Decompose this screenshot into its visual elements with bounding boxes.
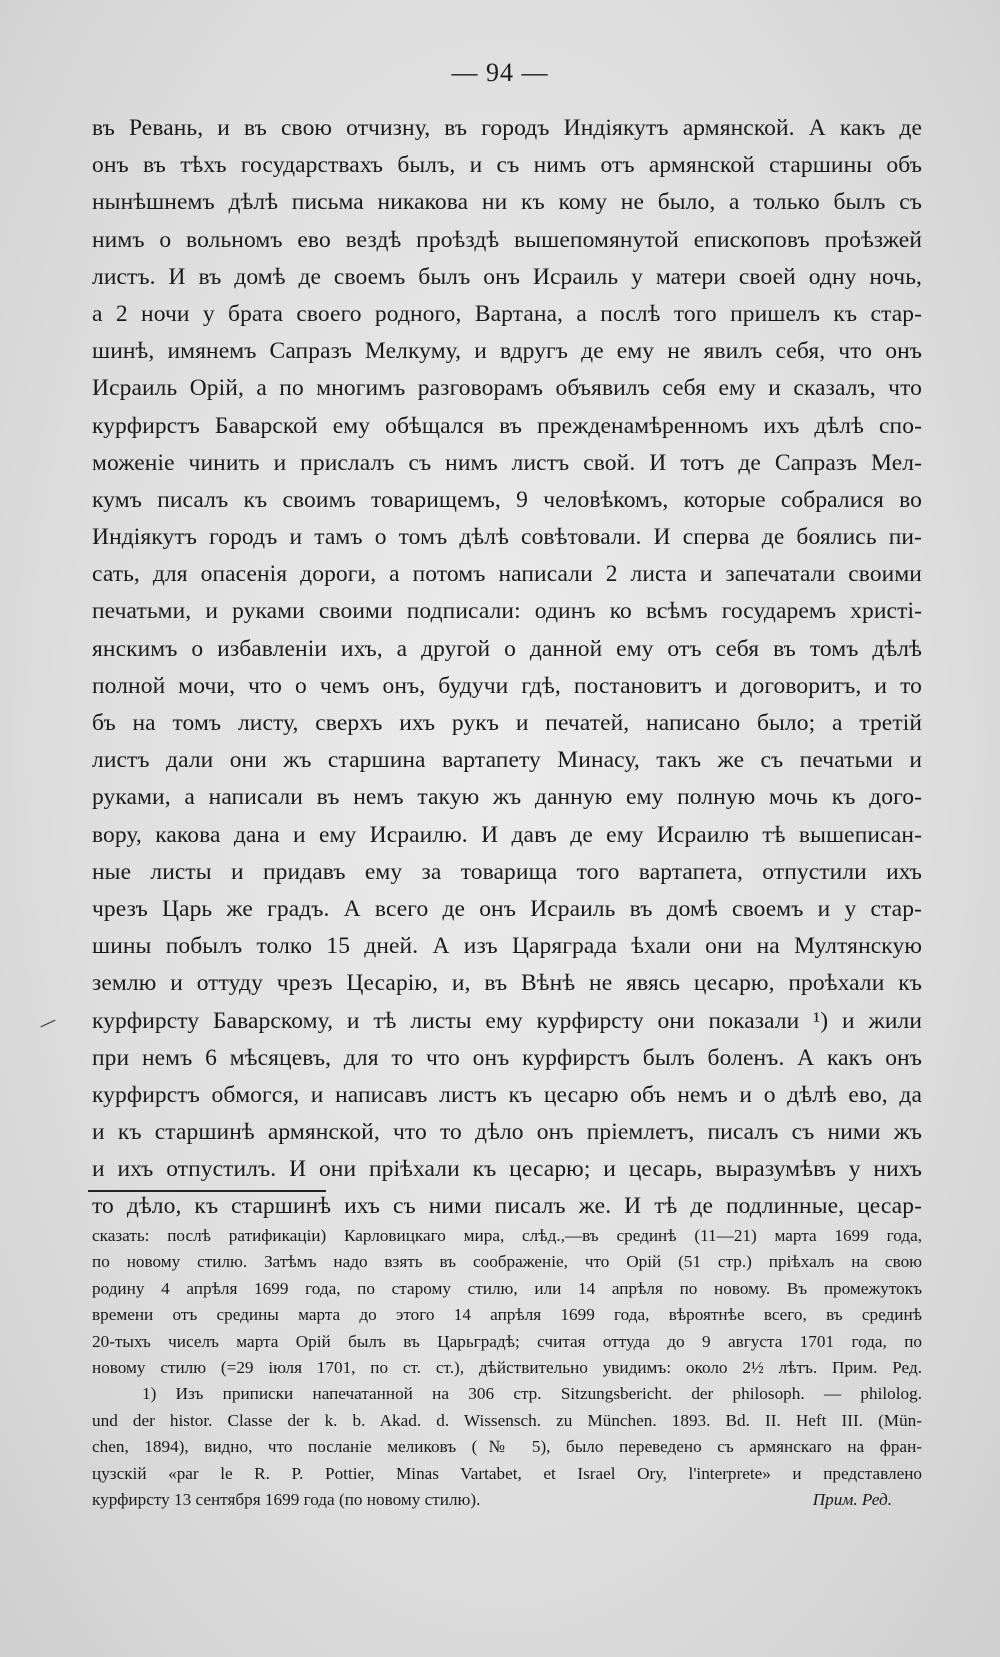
text-line: нынѣшнемъ дѣлѣ письма никакова ни къ кому не было, а только былъ съ [92, 189, 922, 216]
text-line: листъ дали они жъ старшина вартапету Минасу, такъ же съ печатьми и [92, 747, 922, 774]
text-line: курфирстъ обмогся, и написавъ листъ къ цесарю объ немъ и о дѣлѣ ево, да [92, 1081, 922, 1108]
footnote-line [92, 1276, 922, 1302]
footnote-line-text: und der histor. Classe der k. b. Akad. d. Wissensch. zu München. 1893. Bd. II. Heft III. (Mün- [92, 1410, 922, 1430]
footnote-line [92, 1329, 922, 1355]
text-line: моженіе чинить и прислалъ съ нимъ листъ свой. И тотъ де Сапразъ Мел- [92, 449, 922, 476]
footnote-separator [88, 1190, 326, 1192]
margin-pencil-mark [41, 1020, 56, 1028]
text-line: нимъ о вольномъ ево вездѣ проѣздѣ вышепомянутой епископовъ проѣзжей [92, 226, 922, 253]
text-line: сать, для опасенія дороги, а потомъ написали 2 листа и запечатали своими [92, 561, 922, 588]
footnote-line [92, 1461, 922, 1487]
text-line: кумъ писалъ къ своимъ товарищемъ, 9 человѣкомъ, которые собралися во [92, 486, 922, 513]
text-line: землю и оттуду чрезъ Цесарію, и, въ Вѣнѣ не явясь цесарю, проѣхали къ [92, 970, 922, 997]
footnote-line [92, 1434, 922, 1460]
footnote-line [92, 1302, 922, 1328]
footnote-signature: Прим. Ред. [812, 1489, 892, 1509]
footnote-line [92, 1381, 922, 1407]
text-line: и ихъ отпустилъ. И они пріѣхали къ цесарю; и цесарь, выразумѣвъ у нихъ [92, 1156, 922, 1183]
footnote-line [92, 1487, 922, 1513]
text-line: вору, какова дана и ему Исраилю. И давъ де ему Исраилю тѣ вышеписан- [92, 821, 922, 848]
text-line: шинѣ, имянемъ Сапразъ Мелкуму, и вдругъ де ему не явилъ себя, что онъ [92, 338, 922, 365]
text-line: Индіякутъ городъ и тамъ о томъ дѣлѣ совѣтовали. И сперва де боялись пи- [92, 524, 922, 551]
footnote-line [92, 1408, 922, 1434]
text-line: бъ на томъ листу, сверхъ ихъ рукъ и печатей, написано было; а третій [92, 710, 922, 736]
text-line: курфирстъ Баварской ему обѣщался въ прежденамѣренномъ ихъ дѣлѣ спо- [92, 412, 922, 439]
footnote-line-text: времени отъ средины марта до этого 14 апрѣля 1699 года, вѣроятнѣе всего, въ срединѣ [92, 1305, 922, 1325]
text-line: то дѣло, къ старшинѣ ихъ съ ними писалъ же. И тѣ де подлинные, цесар- [92, 1193, 922, 1220]
footnote-line-text: родину 4 апрѣля 1699 года, по старому стилю, или 14 апрѣля по новому. Въ промежутокъ [92, 1278, 922, 1298]
text-line: ные листы и придавъ ему за товарища того вартапета, отпустили ихъ [92, 858, 922, 885]
text-line: курфирсту Баварскому, и тѣ листы ему курфирсту они показали ¹) и жили [92, 1007, 922, 1034]
footnotes [92, 1223, 922, 1513]
text-line: Исраиль Орій, а по многимъ разговорамъ объявилъ себя ему и сказалъ, что [92, 375, 922, 402]
footnote-line-text: 20-тыхъ чиселъ марта Орій былъ въ Царьградѣ; считая оттуда до 9 августа 1701 года, по [92, 1331, 922, 1351]
footnote-line-text: цузскій «par le R. P. Pottier, Minas Vartabet, et Israel Ory, l'interprete» и представлено [92, 1463, 922, 1483]
footnote-line-text: сказать: послѣ ратификаціи) Карловицкаго мира, слѣд.,—въ срединѣ (11—21) марта 1699 года, [92, 1226, 922, 1245]
text-line: янскимъ о избавленіи ихъ, а другой о данной ему отъ себя въ томъ дѣлѣ [92, 635, 922, 662]
text-line: при немъ 6 мѣсяцевъ, для то что онъ курфирстъ былъ боленъ. А какъ онъ [92, 1044, 922, 1071]
text-line: онъ въ тѣхъ государствахъ былъ, и съ нимъ отъ армянской старшины объ [92, 152, 922, 179]
footnote-line-text: chen, 1894), видно, что посланіе меликовъ (№ 5), было переведено съ армянскаго на фран- [92, 1437, 922, 1457]
text-line: шины побылъ толко 15 дней. А изъ Царяграда ѣхали они на Мултянскую [92, 933, 922, 960]
footnote-line-text: новому стилю (=29 іюля 1701, по ст. ст.), дѣйствительно увидимъ: около 2½ лѣтъ. Прим. Ред. [92, 1357, 922, 1377]
footnote-line [92, 1355, 922, 1381]
text-line: руками, а написали въ немъ такую жъ данную ему полную мочь къ дого- [92, 784, 922, 811]
footnote-line [92, 1223, 922, 1249]
text-line: въ Ревань, и въ свою отчизну, въ городъ Индіякутъ армянской. А какъ де [92, 115, 922, 141]
page-number: — 94 — [451, 58, 549, 87]
main-text [92, 110, 922, 1226]
footnote-line-text: курфирсту 13 сентября 1699 года (по новому стилю). [92, 1489, 481, 1509]
text-line: а 2 ночи у брата своего родного, Вартана, а послѣ того пришелъ къ стар- [92, 300, 922, 327]
footnote-line-text: 1) Изъ приписки напечатанной на 306 стр. Sitzungsbericht. der philosoph. — philolog. [142, 1384, 922, 1404]
text-line: печатьми, и руками своими подписали: одинъ ко всѣмъ государемъ христі- [92, 598, 922, 625]
text-line: чрезъ Царь же градъ. А всего де онъ Исраиль въ домѣ своемъ и у стар- [92, 895, 922, 922]
footnote-line-text: по новому стилю. Затѣмъ надо взять въ соображеніе, что Орій (51 стр.) пріѣхалъ на свою [92, 1252, 922, 1272]
footnote-line [92, 1249, 922, 1275]
text-line: листъ. И въ домѣ де своемъ былъ онъ Исраиль у матери своей одну ночь, [92, 263, 922, 290]
text-line: полной мочи, что о чемъ онъ, будучи гдѣ, постановитъ и договоритъ, и то [92, 672, 922, 699]
text-line: и къ старшинѣ армянской, что то дѣло онъ пріемлетъ, писалъ съ ними жъ [92, 1119, 922, 1146]
